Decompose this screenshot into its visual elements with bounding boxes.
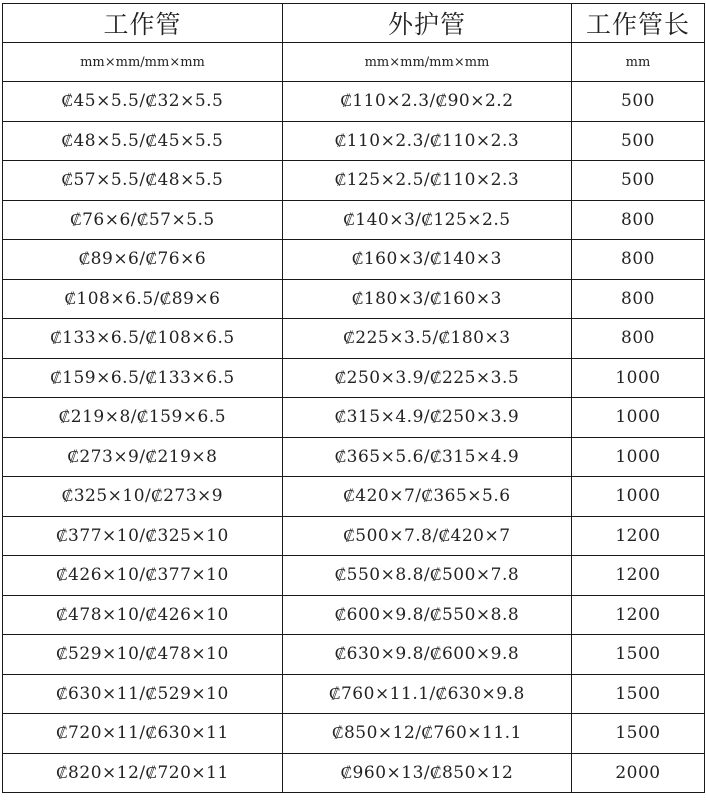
cell-outer-casing: ₡110×2.3/₡90×2.2 — [283, 82, 572, 122]
cell-working-pipe: ₡57×5.5/₡48×5.5 — [3, 161, 283, 201]
table-row — [3, 556, 705, 596]
table-row — [3, 82, 705, 122]
table-row — [3, 319, 705, 359]
unit-length: mm — [572, 43, 705, 82]
cell-working-pipe: ₡45×5.5/₡32×5.5 — [3, 82, 283, 122]
cell-outer-casing: ₡600×9.8/₡550×8.8 — [283, 595, 572, 635]
cell-working-pipe: ₡89×6/₡76×6 — [3, 240, 283, 280]
cell-working-pipe: ₡76×6/₡57×5.5 — [3, 200, 283, 240]
cell-length: 1500 — [572, 674, 705, 714]
cell-length: 500 — [572, 161, 705, 201]
cell-length: 800 — [572, 200, 705, 240]
table-row — [3, 437, 705, 477]
cell-working-pipe: ₡630×11/₡529×10 — [3, 674, 283, 714]
table-row — [3, 161, 705, 201]
table-row — [3, 279, 705, 319]
cell-working-pipe: ₡377×10/₡325×10 — [3, 516, 283, 556]
cell-working-pipe: ₡48×5.5/₡45×5.5 — [3, 121, 283, 161]
pipe-spec-table — [2, 3, 705, 793]
table-row — [3, 714, 705, 754]
table-row — [3, 595, 705, 635]
cell-working-pipe: ₡529×10/₡478×10 — [3, 635, 283, 675]
cell-length: 1200 — [572, 516, 705, 556]
cell-working-pipe: ₡133×6.5/₡108×6.5 — [3, 319, 283, 359]
cell-outer-casing: ₡850×12/₡760×11.1 — [283, 714, 572, 754]
table-row — [3, 635, 705, 675]
cell-length: 1200 — [572, 556, 705, 596]
cell-outer-casing: ₡550×8.8/₡500×7.8 — [283, 556, 572, 596]
cell-working-pipe: ₡219×8/₡159×6.5 — [3, 398, 283, 438]
cell-outer-casing: ₡365×5.6/₡315×4.9 — [283, 437, 572, 477]
cell-outer-casing: ₡160×3/₡140×3 — [283, 240, 572, 280]
table-row — [3, 516, 705, 556]
table-row — [3, 398, 705, 438]
cell-length: 800 — [572, 319, 705, 359]
cell-outer-casing: ₡315×4.9/₡250×3.9 — [283, 398, 572, 438]
cell-length: 1000 — [572, 477, 705, 517]
cell-working-pipe: ₡820×12/₡720×11 — [3, 753, 283, 793]
cell-outer-casing: ₡760×11.1/₡630×9.8 — [283, 674, 572, 714]
cell-working-pipe: ₡273×9/₡219×8 — [3, 437, 283, 477]
table-body — [3, 43, 705, 793]
header-outer-casing: 外护管 — [283, 4, 572, 43]
table-row — [3, 121, 705, 161]
table-row — [3, 200, 705, 240]
table-header — [3, 4, 705, 43]
table-row — [3, 240, 705, 280]
cell-outer-casing: ₡500×7.8/₡420×7 — [283, 516, 572, 556]
cell-outer-casing: ₡180×3/₡160×3 — [283, 279, 572, 319]
unit-working-pipe: mm×mm/mm×mm — [3, 43, 283, 82]
cell-length: 1000 — [572, 398, 705, 438]
cell-length: 1500 — [572, 635, 705, 675]
cell-outer-casing: ₡140×3/₡125×2.5 — [283, 200, 572, 240]
cell-working-pipe: ₡478×10/₡426×10 — [3, 595, 283, 635]
header-row — [3, 4, 705, 43]
cell-length: 1200 — [572, 595, 705, 635]
cell-length: 500 — [572, 121, 705, 161]
cell-outer-casing: ₡250×3.9/₡225×3.5 — [283, 358, 572, 398]
cell-length: 1000 — [572, 437, 705, 477]
cell-outer-casing: ₡630×9.8/₡600×9.8 — [283, 635, 572, 675]
cell-outer-casing: ₡960×13/₡850×12 — [283, 753, 572, 793]
cell-length: 2000 — [572, 753, 705, 793]
table-row — [3, 753, 705, 793]
cell-length: 1500 — [572, 714, 705, 754]
cell-working-pipe: ₡108×6.5/₡89×6 — [3, 279, 283, 319]
table-row — [3, 358, 705, 398]
cell-working-pipe: ₡426×10/₡377×10 — [3, 556, 283, 596]
header-working-pipe: 工作管 — [3, 4, 283, 43]
header-working-pipe-length: 工作管长 — [572, 4, 705, 43]
units-row — [3, 43, 705, 82]
cell-working-pipe: ₡720×11/₡630×11 — [3, 714, 283, 754]
cell-length: 1000 — [572, 358, 705, 398]
cell-working-pipe: ₡325×10/₡273×9 — [3, 477, 283, 517]
cell-length: 800 — [572, 240, 705, 280]
table-row — [3, 674, 705, 714]
cell-length: 500 — [572, 82, 705, 122]
cell-outer-casing: ₡225×3.5/₡180×3 — [283, 319, 572, 359]
cell-length: 800 — [572, 279, 705, 319]
cell-outer-casing: ₡420×7/₡365×5.6 — [283, 477, 572, 517]
cell-working-pipe: ₡159×6.5/₡133×6.5 — [3, 358, 283, 398]
cell-outer-casing: ₡110×2.3/₡110×2.3 — [283, 121, 572, 161]
cell-outer-casing: ₡125×2.5/₡110×2.3 — [283, 161, 572, 201]
table-row — [3, 477, 705, 517]
unit-outer-casing: mm×mm/mm×mm — [283, 43, 572, 82]
